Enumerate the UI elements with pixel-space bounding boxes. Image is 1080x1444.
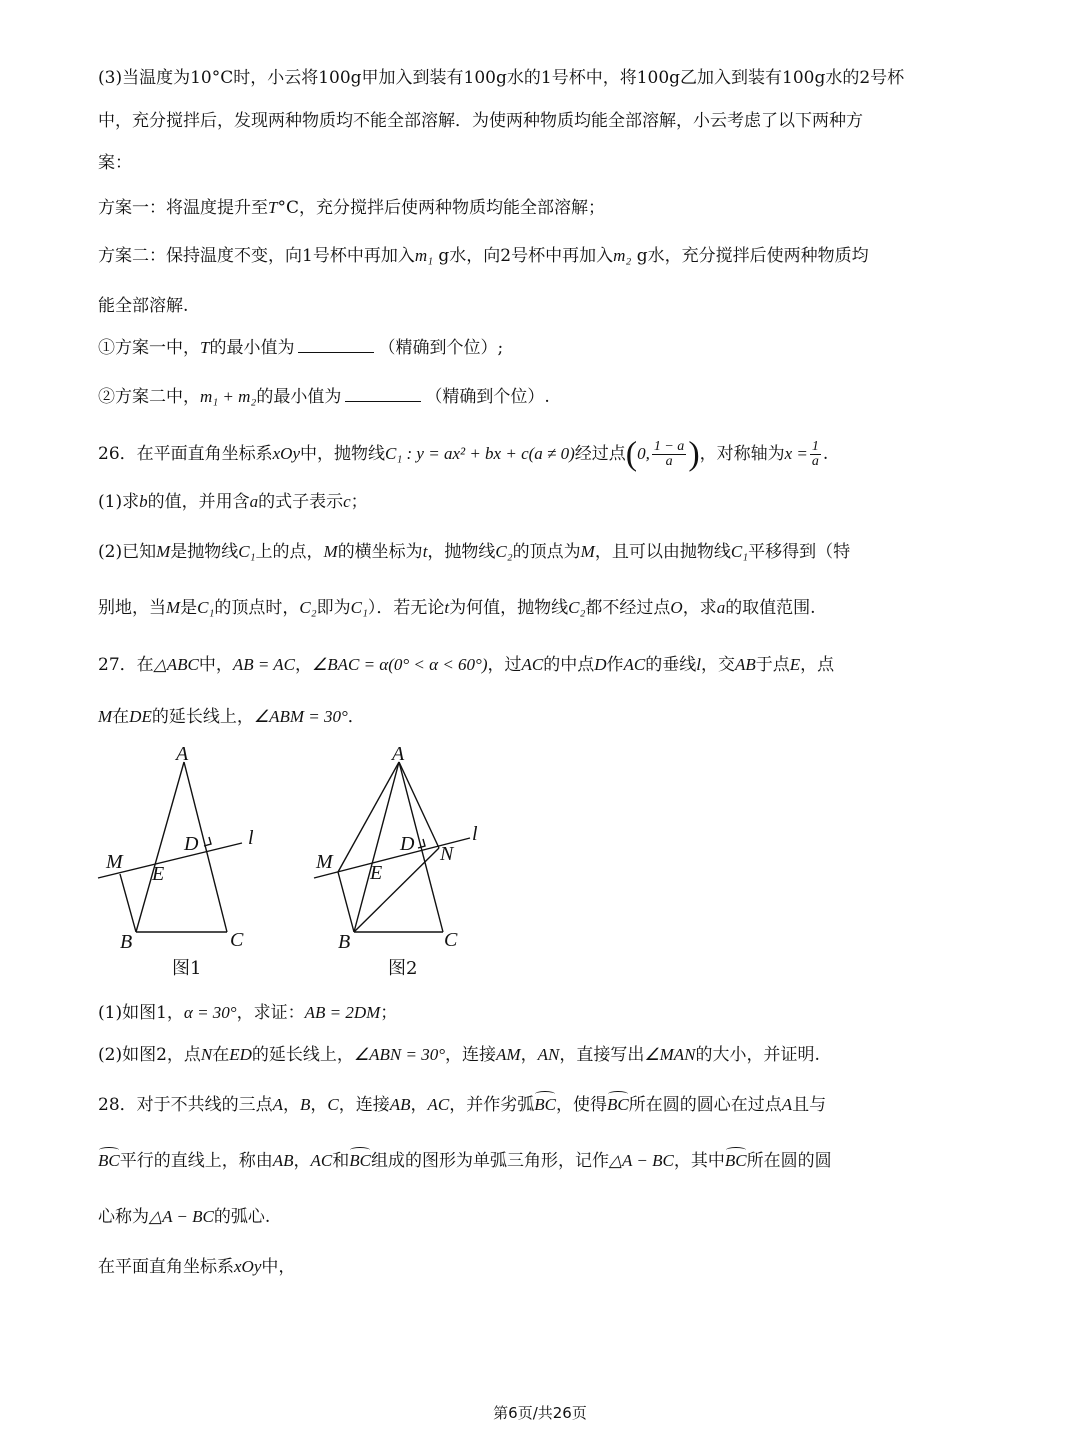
question-26-part2-line1: (2)已知M是抛物线C₁上的点，M的横坐标为t，抛物线C₂的顶点为M，且可以由抛物线C₁平移得到（特 <box>98 542 851 562</box>
plan-two-line2: 能全部溶解. <box>98 296 189 316</box>
fraction: $\frac{1}{a}$ <box>811 439 819 469</box>
label-l: l <box>248 827 254 849</box>
question-27-stem-line2: M在DE的延长线上，∠ABM = 30°． <box>98 707 365 727</box>
segment-bn <box>354 848 439 932</box>
question-28-line4: 在平面直角坐标系xOy中， <box>98 1257 296 1277</box>
page-footer: 第6页/共26页 <box>493 1404 587 1422</box>
answer-blank[interactable] <box>345 387 421 402</box>
fraction: $\frac{1 - a}{a}$ <box>653 439 685 469</box>
question-28-line1: 28．对于不共线的三点A，B，C，连接AB，AC，并作劣弧BC，使得BC所在圆的圆心在过点A且与 <box>98 1095 827 1115</box>
question-26-part2-line2: 别地，当M是C₁的顶点时，C₂即为C₁）．若无论t为何值，抛物线C₂都不经过点O，求a的取值范围. <box>98 598 816 618</box>
subquestion-2: ②方案二中，m₁ + m₂的最小值为 （精确到个位）. <box>98 387 550 407</box>
label-d: D <box>184 833 199 855</box>
question-27-part1: (1)如图1，α = 30°，求证：AB = 2DM； <box>98 1003 398 1023</box>
question-28-line2: BC平行的直线上，称由AB，AC和BC组成的图形为单弧三角形，记作△A − BC，其中BC所在圆的圆 <box>98 1151 832 1171</box>
label-m: M <box>106 851 123 873</box>
plan-one: 方案一：将温度提升至T°C，充分搅拌后使两种物质均能全部溶解； <box>98 198 605 218</box>
label-c: C <box>230 929 244 951</box>
question-26-part1: (1)求b的值，并用含a的式子表示c； <box>98 492 368 512</box>
figure-1 <box>90 740 270 960</box>
label-m: M <box>316 851 333 873</box>
problem-3-line2: 中，充分搅拌后，发现两种物质均不能全部溶解．为使两种物质均能全部溶解，小云考虑了以下两种方 <box>98 111 863 131</box>
segment-ab <box>354 762 399 932</box>
label-n: N <box>440 843 454 865</box>
label-d: D <box>400 833 415 855</box>
label-e: E <box>152 863 165 885</box>
problem-3-line3: 案： <box>98 153 132 173</box>
question-27-stem-line1: 27．在△ABC中，AB = AC，∠BAC = α(0° < α < 60°)，过AC的中点D作AC的垂线l，交AB于点E，点 <box>98 655 835 675</box>
label-e: E <box>370 862 383 884</box>
segment-mb <box>338 872 354 932</box>
label-c: C <box>444 929 458 951</box>
subquestion-1: ①方案一中，T的最小值为 （精确到个位）; <box>98 338 504 358</box>
figure-2 <box>306 740 496 960</box>
question-28-line3: 心称为△A − BC的弧心. <box>98 1207 271 1227</box>
figure-2-caption: 图2 <box>388 958 418 979</box>
problem-3-line1: (3)当温度为10°C时，小云将100g甲加入到装有100g水的1号杯中，将100g乙加入到装有100g水的2号杯 <box>98 68 905 88</box>
question-26-stem: 26．在平面直角坐标系xOy中，抛物线C₁ : y = ax² + bx + c(a ≠ 0)经过点(0, $\frac{1 - a}{a}$ )，对称轴为x = $\frac{1}{a}$ . <box>98 435 829 473</box>
segment-mb <box>120 874 136 932</box>
segment-am <box>338 762 399 872</box>
answer-blank[interactable] <box>298 338 374 353</box>
label-a: A <box>392 743 405 765</box>
plan-two-line1: 方案二：保持温度不变，向1号杯中再加入m₁ g水，向2号杯中再加入m₂ g水，充分搅拌后使两种物质均 <box>98 246 869 266</box>
label-l: l <box>472 823 478 845</box>
label-b: B <box>338 931 351 953</box>
figure-1-caption: 图1 <box>172 958 202 979</box>
label-a: A <box>176 743 189 765</box>
label-b: B <box>120 931 133 953</box>
segment-ab <box>136 762 184 932</box>
question-27-part2: (2)如图2，点N在ED的延长线上，∠ABN = 30°，连接AM，AN，直接写出∠MAN的大小，并证明. <box>98 1045 820 1065</box>
